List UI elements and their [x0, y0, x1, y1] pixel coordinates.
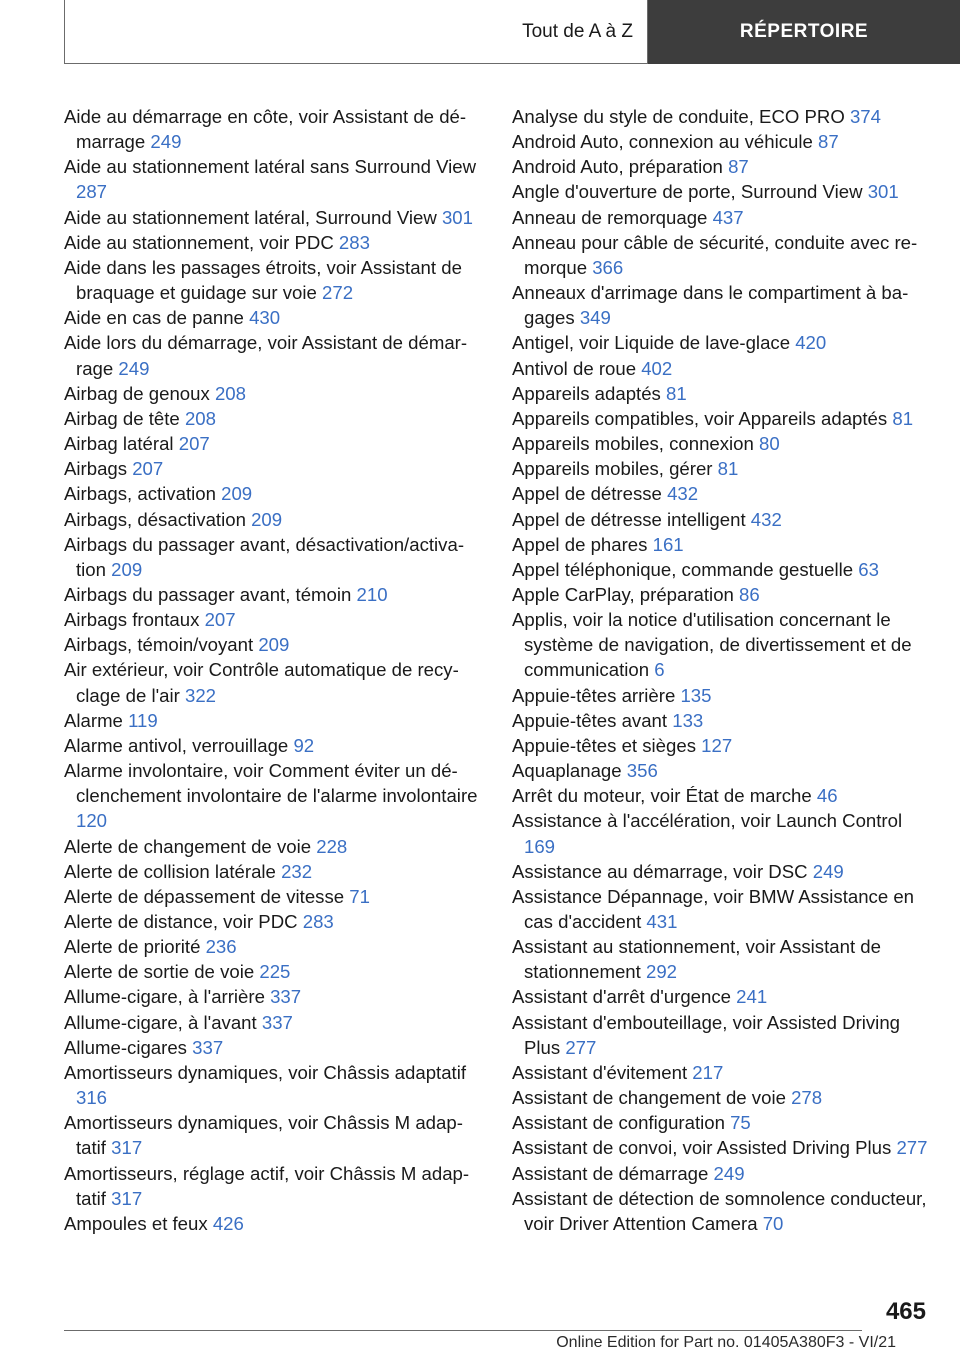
page-reference-link[interactable]: 81 — [666, 382, 687, 404]
page-reference-link[interactable]: 228 — [316, 835, 348, 857]
index-term: Assistance au démarrage, voir DSC — [512, 860, 808, 882]
index-entry — [512, 532, 932, 557]
page-reference-link[interactable]: 249 — [150, 131, 182, 153]
index-entry — [512, 984, 932, 1009]
index-entry — [512, 356, 932, 381]
index-term: Appuie-têtes et sièges — [512, 734, 696, 756]
index-entry — [64, 481, 484, 506]
index-entry — [64, 582, 484, 607]
page-reference-link[interactable]: 337 — [261, 1011, 293, 1033]
page-reference-link[interactable]: 225 — [259, 961, 291, 983]
index-term: Air extérieur, voir Contrôle automatique de recyclage de l'air — [64, 659, 459, 706]
index-entry — [64, 381, 484, 406]
index-entry — [512, 708, 932, 733]
index-entry — [64, 406, 484, 431]
page-reference-link[interactable]: 430 — [249, 307, 281, 329]
section-label: Tout de A à Z — [64, 0, 648, 64]
page-reference-link[interactable]: 432 — [750, 508, 782, 530]
index-entry — [64, 1110, 484, 1160]
page-reference-link[interactable]: 81 — [717, 458, 739, 480]
page-reference-link[interactable]: 301 — [441, 206, 473, 228]
index-term: Alarme — [64, 709, 123, 731]
index-term: Android Auto, connexion au véhicule — [512, 131, 813, 153]
page-reference-link[interactable]: 46 — [816, 785, 838, 807]
index-term: Aide au stationnement, voir PDC — [64, 231, 334, 253]
index-term: Alerte de distance, voir PDC — [64, 911, 298, 932]
index-term: Alerte de dépassement de vitesse — [64, 885, 345, 907]
index-term: Appareils mobiles, connexion — [512, 433, 754, 455]
page-reference-link[interactable]: 207 — [178, 433, 210, 455]
page-reference-link[interactable]: 337 — [192, 1036, 224, 1058]
index-entry — [64, 984, 484, 1009]
page-reference-link[interactable]: 317 — [111, 1187, 143, 1209]
page-reference-link[interactable]: 207 — [132, 458, 164, 480]
index-term: Alerte de collision latérale — [64, 860, 276, 882]
index-entry — [64, 305, 484, 330]
index-term: Amortisseurs dynamiques, voir Châssis adaptatif — [64, 1061, 466, 1083]
page-reference-link[interactable]: 349 — [579, 307, 611, 329]
index-entry — [512, 104, 932, 129]
index-term: Antigel, voir Liquide de lave-glace — [512, 332, 791, 354]
index-column-left — [64, 104, 484, 1236]
index-entry — [512, 381, 932, 406]
index-term: Angle d'ouverture de porte, Surround View — [512, 181, 863, 203]
page-reference-link[interactable]: 337 — [270, 986, 302, 1008]
index-term: Assistant de configuration — [512, 1112, 725, 1134]
index-entry — [512, 481, 932, 506]
index-entry — [512, 280, 932, 330]
index-term: Aide dans les passages étroits, voir Assistant de braquage et guidage sur voie — [64, 256, 462, 304]
page-reference-link[interactable]: 87 — [728, 156, 749, 178]
page-reference-link[interactable]: 278 — [791, 1087, 823, 1109]
index-entry — [64, 733, 484, 758]
index-term: Antivol de roue — [512, 357, 637, 379]
page-reference-link[interactable]: 86 — [739, 583, 760, 605]
index-entry — [64, 909, 484, 934]
index-entry — [64, 632, 484, 657]
index-term: Alerte de sortie de voie — [64, 961, 255, 983]
index-entry — [512, 582, 932, 607]
page-number: 465 — [885, 1298, 926, 1325]
index-entry — [64, 330, 484, 380]
index-term: Appareils compatibles, voir Appareils adaptés — [512, 407, 888, 429]
page-reference-link[interactable]: 241 — [736, 986, 768, 1008]
index-entry — [64, 154, 484, 204]
index-entry — [64, 708, 484, 733]
index-entry — [512, 330, 932, 355]
repertoire-tab: RÉPERTOIRE — [648, 0, 960, 64]
page-reference-link[interactable]: 402 — [641, 357, 673, 379]
index-entry — [512, 129, 932, 154]
page-reference-link[interactable]: 292 — [645, 961, 678, 983]
index-entry — [64, 859, 484, 884]
page-reference-link[interactable]: 374 — [849, 106, 881, 127]
page-reference-link[interactable]: 119 — [128, 709, 158, 731]
page-reference-link[interactable]: 133 — [672, 709, 704, 731]
index-term: Appel de phares — [512, 533, 648, 555]
index-term: Airbags — [64, 458, 128, 480]
index-entry — [512, 934, 932, 984]
index-term: Amortisseurs dynamiques, voir Châssis M adaptatif — [64, 1112, 463, 1159]
page-reference-link[interactable]: 432 — [667, 483, 699, 505]
index-term: Airbag de genoux — [64, 382, 210, 404]
page-reference-link[interactable]: 71 — [349, 885, 370, 907]
page-reference-link[interactable]: 209 — [251, 508, 283, 530]
index-entry — [512, 1060, 932, 1085]
page-reference-link[interactable]: 161 — [652, 533, 684, 555]
index-term: Assistant de convoi, voir Assisted Driving Plus — [512, 1137, 892, 1159]
page-reference-link[interactable]: 120 — [76, 810, 108, 832]
page-reference-link[interactable]: 322 — [184, 684, 217, 706]
index-term: Alerte de priorité — [64, 936, 201, 958]
index-entry — [512, 154, 932, 179]
index-entry — [512, 733, 932, 758]
index-term: Airbags frontaux — [64, 609, 200, 631]
index-term: Assistance Dépannage, voir BMW Assistance en cas d'accident — [512, 885, 915, 932]
index-term: Appel téléphonique, commande gestuelle — [512, 558, 854, 580]
index-entry — [512, 1135, 932, 1160]
page-reference-link[interactable]: 217 — [692, 1061, 724, 1083]
index-term: Assistance à l'accélération, voir Launch Control — [512, 810, 903, 832]
index-entry — [512, 758, 932, 783]
index-term: Appel de détresse intelligent — [512, 508, 746, 530]
index-term: Aide en cas de panne — [64, 307, 244, 329]
index-entry — [64, 959, 484, 984]
page-reference-link[interactable]: 420 — [795, 332, 827, 354]
index-term: Allume-cigare, à l'arrière — [64, 986, 265, 1008]
index-term: Alarme involontaire, voir Comment éviter un déclenchement involontaire de l'alarme involontaire — [64, 760, 478, 807]
index-entry — [64, 884, 484, 909]
page-reference-link[interactable]: 208 — [184, 407, 216, 429]
page-reference-link[interactable]: 437 — [712, 206, 744, 228]
index-term: Anneaux d'arrimage dans le compartiment à bagages — [512, 282, 909, 329]
page-reference-link[interactable]: 210 — [356, 583, 388, 605]
index-entry — [512, 808, 932, 858]
index-entry — [64, 431, 484, 456]
page-reference-link[interactable]: 75 — [730, 1112, 751, 1134]
index-entry — [64, 834, 484, 859]
index-entry — [512, 1010, 932, 1060]
page-reference-link[interactable]: 80 — [759, 433, 780, 455]
page-reference-link[interactable]: 301 — [867, 181, 899, 203]
index-column-right — [512, 104, 932, 1236]
index-entry — [64, 607, 484, 632]
index-entry — [512, 607, 932, 682]
index-term: Alarme antivol, verrouillage — [64, 734, 289, 756]
index-term: Analyse du style de conduite, ECO PRO — [512, 106, 845, 127]
page-reference-link[interactable]: 426 — [212, 1212, 244, 1234]
index-entry — [64, 255, 484, 305]
index-term: Airbags, témoin/voyant — [64, 634, 254, 656]
page-reference-link[interactable]: 208 — [214, 382, 246, 404]
page-reference-link[interactable]: 232 — [281, 860, 313, 882]
index-term: Appareils mobiles, gérer — [512, 458, 713, 480]
index-entry — [512, 230, 932, 280]
page-reference-link[interactable]: 87 — [818, 131, 839, 153]
edition-footer: Online Edition for Part no. 01405A380F3 - VI/21 — [556, 1334, 896, 1351]
index-term: Anneau pour câble de sécurité, conduite avec remorque — [512, 231, 918, 278]
index-entry — [512, 1085, 932, 1110]
page-reference-link[interactable]: 287 — [76, 181, 108, 203]
index-term: Airbag de tête — [64, 407, 180, 429]
index-entry — [512, 406, 932, 431]
index-entry — [64, 1035, 484, 1060]
page-reference-link[interactable]: 317 — [111, 1137, 143, 1159]
index-term: Appel de détresse — [512, 483, 662, 505]
index-entry — [64, 657, 484, 707]
index-entry — [512, 683, 932, 708]
index-entry — [512, 1110, 932, 1135]
page-reference-link[interactable]: 209 — [111, 558, 143, 580]
index-entry — [512, 557, 932, 582]
index-entry — [64, 532, 484, 582]
index-term: Appareils adaptés — [512, 382, 661, 404]
page-reference-link[interactable]: 366 — [592, 256, 624, 278]
page-reference-link[interactable]: 169 — [524, 835, 556, 857]
index-term: Assistant d'embouteillage, voir Assisted Driving Plus — [512, 1011, 900, 1058]
index-term: Assistant de démarrage — [512, 1162, 709, 1184]
index-term: Ampoules et feux — [64, 1212, 208, 1234]
index-term: Assistant de détection de somnolence conducteur, voir Driver Attention Camera — [512, 1187, 927, 1234]
page-reference-link[interactable]: 209 — [221, 483, 253, 505]
page-reference-link[interactable]: 249 — [812, 860, 844, 882]
index-term: Allume-cigare, à l'avant — [64, 1011, 257, 1033]
page-reference-link[interactable]: 127 — [701, 734, 733, 756]
index-entry — [512, 884, 932, 934]
index-entry — [64, 758, 484, 833]
page-reference-link[interactable]: 249 — [713, 1162, 745, 1184]
index-term: Assistant au stationnement, voir Assistant de stationnement — [512, 936, 881, 983]
index-term: Aide au stationnement latéral sans Surround View — [64, 156, 477, 178]
index-entry — [512, 783, 932, 808]
index-entry — [64, 230, 484, 255]
index-entry — [64, 104, 484, 154]
index-term: Aide au stationnement latéral, Surround View — [64, 206, 437, 228]
index-term: Applis, voir la notice d'utilisation concernant le système de navigation, de divertissement et de communication — [512, 609, 912, 681]
page-reference-link[interactable]: 81 — [892, 407, 914, 429]
index-entry — [512, 859, 932, 884]
index-term: Aide lors du démarrage, voir Assistant de démarrage — [64, 332, 468, 379]
index-term: Arrêt du moteur, voir État de marche — [512, 785, 812, 807]
index-term: Airbags, activation — [64, 483, 216, 505]
index-term: Alerte de changement de voie — [64, 835, 312, 857]
index-term: Aide au démarrage en côte, voir Assistant de démarrage — [64, 106, 467, 153]
index-term: Appuie-têtes arrière — [512, 684, 676, 706]
page-reference-link[interactable]: 70 — [762, 1212, 784, 1234]
index-term: Android Auto, préparation — [512, 156, 723, 178]
index-term: Airbags du passager avant, désactivation/activation — [64, 533, 465, 580]
index-term: Apple CarPlay, préparation — [512, 583, 734, 605]
index-term: Anneau de remorquage — [512, 206, 708, 228]
index-entry — [64, 205, 484, 230]
page-reference-link[interactable]: 135 — [680, 684, 712, 706]
page-reference-link[interactable]: 249 — [118, 357, 150, 379]
page-reference-link[interactable]: 283 — [338, 231, 370, 253]
index-entry — [512, 1161, 932, 1186]
footer-divider — [64, 1330, 862, 1331]
index-term: Airbags, désactivation — [64, 508, 246, 530]
page-reference-link[interactable]: 277 — [896, 1137, 928, 1159]
index-entry — [512, 1186, 932, 1236]
index-term: Appuie-têtes avant — [512, 709, 668, 731]
index-entry — [512, 431, 932, 456]
index-entry — [64, 1161, 484, 1211]
index-entry — [64, 1010, 484, 1035]
index-entry — [64, 1211, 484, 1236]
index-entry — [512, 507, 932, 532]
page-reference-link[interactable]: 356 — [626, 760, 658, 782]
page-reference-link[interactable]: 316 — [76, 1087, 108, 1109]
page-reference-link[interactable]: 272 — [322, 282, 354, 304]
index-term: Assistant d'arrêt d'urgence — [512, 986, 731, 1008]
index-term: Assistant d'évitement — [512, 1061, 688, 1083]
index-term: Amortisseurs, réglage actif, voir Châssis M adaptatif — [64, 1162, 470, 1209]
index-entry — [64, 934, 484, 959]
index-entry — [64, 456, 484, 481]
page-reference-link[interactable]: 283 — [302, 911, 334, 932]
index-entry — [64, 507, 484, 532]
page-header — [64, 0, 960, 64]
page-reference-link[interactable]: 63 — [858, 558, 879, 580]
index-entry — [512, 179, 932, 204]
page-reference-link[interactable]: 236 — [205, 936, 237, 958]
page-reference-link[interactable]: 92 — [293, 734, 315, 756]
index-entry — [512, 205, 932, 230]
page-reference-link[interactable]: 277 — [565, 1036, 597, 1058]
index-entry — [64, 1060, 484, 1110]
page-reference-link[interactable]: 209 — [258, 634, 290, 656]
page-reference-link[interactable]: 207 — [204, 609, 236, 631]
index-term: Aquaplanage — [512, 760, 622, 782]
index-term: Allume-cigares — [64, 1036, 187, 1058]
index-term: Assistant de changement de voie — [512, 1087, 786, 1109]
index-term: Airbag latéral — [64, 433, 174, 455]
index-entry — [512, 456, 932, 481]
page-reference-link[interactable]: 6 — [654, 659, 665, 681]
index-term: Airbags du passager avant, témoin — [64, 583, 352, 605]
page-reference-link[interactable]: 431 — [646, 911, 678, 932]
